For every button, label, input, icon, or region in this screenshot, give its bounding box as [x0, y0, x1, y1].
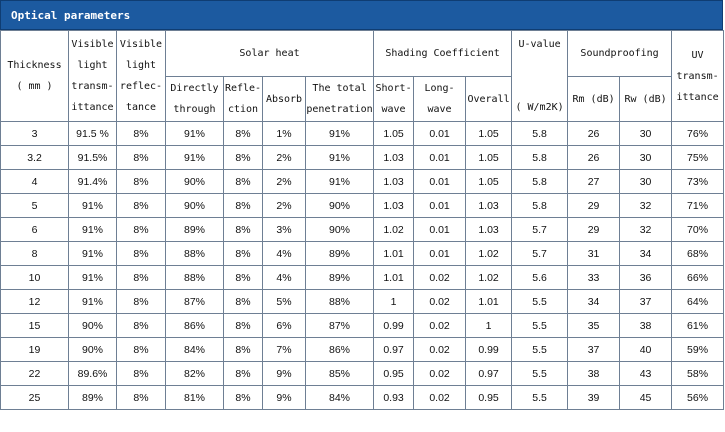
table-cell: 33: [568, 266, 620, 290]
table-cell: 30: [620, 170, 672, 194]
table-cell: 5.5: [512, 386, 568, 410]
table-cell: 22: [1, 362, 69, 386]
table-cell: 8%: [117, 338, 166, 362]
table-cell: 84%: [166, 338, 224, 362]
table-row: [1, 146, 724, 170]
table-cell: 1%: [263, 122, 306, 146]
table-cell: 91%: [306, 122, 374, 146]
table-cell: 8%: [117, 362, 166, 386]
table-cell: 64%: [672, 290, 724, 314]
table-cell: 88%: [166, 242, 224, 266]
table-cell: 8%: [224, 170, 263, 194]
table-cell: 32: [620, 194, 672, 218]
table-cell: 1.05: [374, 122, 414, 146]
table-row: [1, 242, 724, 266]
table-cell: 5.5: [512, 314, 568, 338]
table-cell: 4: [1, 170, 69, 194]
table-cell: 89.6%: [69, 362, 117, 386]
table-cell: 1.01: [466, 290, 512, 314]
table-cell: 8%: [224, 146, 263, 170]
header-u-value: U-value ( W/m2K): [512, 31, 568, 122]
table-cell: 66%: [672, 266, 724, 290]
table-cell: 1.01: [374, 266, 414, 290]
table-cell: 25: [1, 386, 69, 410]
header-solar-heat: Solar heat: [166, 31, 374, 77]
table-cell: 0.01: [414, 218, 466, 242]
table-cell: 4%: [263, 266, 306, 290]
table-cell: 1.03: [374, 146, 414, 170]
table-cell: 88%: [306, 290, 374, 314]
table-cell: 86%: [166, 314, 224, 338]
table-cell: 1: [466, 314, 512, 338]
header-shading-coefficient: Shading Coefficient: [374, 31, 512, 77]
table-cell: 8%: [224, 338, 263, 362]
table-cell: 0.01: [414, 194, 466, 218]
table-cell: 8%: [224, 194, 263, 218]
table-cell: 8%: [224, 242, 263, 266]
table-cell: 91%: [69, 266, 117, 290]
table-cell: 9%: [263, 386, 306, 410]
table-cell: 1.02: [374, 218, 414, 242]
table-cell: 2%: [263, 194, 306, 218]
table-cell: 87%: [166, 290, 224, 314]
table-cell: 76%: [672, 122, 724, 146]
header-rw: Rw (dB): [620, 77, 672, 122]
table-row: [1, 218, 724, 242]
table-cell: 1.03: [374, 170, 414, 194]
table-cell: 29: [568, 194, 620, 218]
table-cell: 1.02: [466, 266, 512, 290]
table-cell: 1: [374, 290, 414, 314]
table-cell: 29: [568, 218, 620, 242]
table-cell: 90%: [166, 194, 224, 218]
table-cell: 70%: [672, 218, 724, 242]
table-cell: 58%: [672, 362, 724, 386]
header-absorb: Absorb: [263, 77, 306, 122]
table-cell: 5.8: [512, 122, 568, 146]
table-cell: 85%: [306, 362, 374, 386]
table-cell: 8%: [224, 386, 263, 410]
table-cell: 0.02: [414, 290, 466, 314]
table-cell: 26: [568, 122, 620, 146]
table-cell: 5.5: [512, 338, 568, 362]
table-cell: 88%: [166, 266, 224, 290]
table-row: [1, 314, 724, 338]
table-cell: 0.99: [374, 314, 414, 338]
table-cell: 87%: [306, 314, 374, 338]
table-cell: 36: [620, 266, 672, 290]
table-cell: 38: [568, 362, 620, 386]
table-cell: 8%: [117, 386, 166, 410]
table-cell: 7%: [263, 338, 306, 362]
table-title: Optical parameters: [0, 0, 723, 30]
header-uv-transmittance: UV transm- ittance: [672, 31, 724, 122]
table-cell: 1.05: [466, 122, 512, 146]
table-cell: 8%: [224, 218, 263, 242]
table-row: [1, 194, 724, 218]
table-cell: 3%: [263, 218, 306, 242]
table-cell: 35: [568, 314, 620, 338]
table-cell: 91%: [166, 122, 224, 146]
table-cell: 86%: [306, 338, 374, 362]
table-cell: 91%: [69, 290, 117, 314]
table-cell: 91.4%: [69, 170, 117, 194]
table-cell: 8: [1, 242, 69, 266]
table-cell: 90%: [69, 314, 117, 338]
table-cell: 8%: [117, 122, 166, 146]
header-rm: Rm (dB): [568, 77, 620, 122]
table-cell: 40: [620, 338, 672, 362]
table-cell: 0.02: [414, 386, 466, 410]
table-cell: 3: [1, 122, 69, 146]
table-cell: 0.95: [374, 362, 414, 386]
table-cell: 30: [620, 122, 672, 146]
table-cell: 8%: [117, 242, 166, 266]
header-short-wave: Short- wave: [374, 77, 414, 122]
header-visible-transmittance: Visible light transm- ittance: [69, 31, 117, 122]
table-cell: 43: [620, 362, 672, 386]
table-row: [1, 338, 724, 362]
table-cell: 8%: [224, 362, 263, 386]
table-cell: 1.03: [374, 194, 414, 218]
table-cell: 89%: [166, 218, 224, 242]
table-cell: 5%: [263, 290, 306, 314]
table-cell: 5.8: [512, 194, 568, 218]
table-cell: 0.97: [374, 338, 414, 362]
table-cell: 81%: [166, 386, 224, 410]
table-cell: 91.5%: [69, 146, 117, 170]
table-cell: 0.02: [414, 266, 466, 290]
table-cell: 8%: [117, 266, 166, 290]
table-cell: 26: [568, 146, 620, 170]
table-cell: 0.02: [414, 362, 466, 386]
table-cell: 6%: [263, 314, 306, 338]
table-cell: 56%: [672, 386, 724, 410]
table-cell: 5.5: [512, 362, 568, 386]
table-cell: 1.05: [466, 170, 512, 194]
table-cell: 0.97: [466, 362, 512, 386]
table-cell: 6: [1, 218, 69, 242]
table-cell: 2%: [263, 170, 306, 194]
table-cell: 91%: [306, 170, 374, 194]
table-cell: 75%: [672, 146, 724, 170]
table-cell: 90%: [306, 218, 374, 242]
table-cell: 89%: [69, 386, 117, 410]
table-cell: 39: [568, 386, 620, 410]
table-cell: 91.5 %: [69, 122, 117, 146]
table-row: [1, 362, 724, 386]
table-cell: 90%: [306, 194, 374, 218]
table-cell: 19: [1, 338, 69, 362]
table-cell: 37: [620, 290, 672, 314]
table-cell: 1.05: [466, 146, 512, 170]
table-row: [1, 266, 724, 290]
table-cell: 91%: [166, 146, 224, 170]
table-cell: 8%: [224, 314, 263, 338]
table-cell: 45: [620, 386, 672, 410]
table-cell: 73%: [672, 170, 724, 194]
table-cell: 1.03: [466, 194, 512, 218]
table-cell: 71%: [672, 194, 724, 218]
header-long-wave: Long- wave: [414, 77, 466, 122]
table-row: [1, 290, 724, 314]
header-soundproofing: Soundproofing: [568, 31, 672, 77]
table-cell: 1.01: [374, 242, 414, 266]
header-directly-through: Directly through: [166, 77, 224, 122]
table-cell: 0.01: [414, 170, 466, 194]
table-cell: 10: [1, 266, 69, 290]
header-reflection: Refle- ction: [224, 77, 263, 122]
table-cell: 61%: [672, 314, 724, 338]
table-cell: 0.02: [414, 314, 466, 338]
table-body: [1, 122, 724, 410]
table-cell: 3.2: [1, 146, 69, 170]
header-overall: Overall: [466, 77, 512, 122]
table-cell: 59%: [672, 338, 724, 362]
table-cell: 8%: [117, 290, 166, 314]
table-cell: 0.02: [414, 338, 466, 362]
table-cell: 91%: [69, 218, 117, 242]
table-row: [1, 170, 724, 194]
table-cell: 5.7: [512, 218, 568, 242]
table-cell: 34: [568, 290, 620, 314]
table-row: [1, 386, 724, 410]
table-cell: 91%: [69, 194, 117, 218]
table-cell: 8%: [117, 218, 166, 242]
table-cell: 0.99: [466, 338, 512, 362]
table-cell: 9%: [263, 362, 306, 386]
table-cell: 89%: [306, 242, 374, 266]
table-cell: 0.95: [466, 386, 512, 410]
table-row: [1, 122, 724, 146]
header-total-penetration: The total penetration: [306, 77, 374, 122]
table-cell: 0.01: [414, 242, 466, 266]
table-cell: 0.93: [374, 386, 414, 410]
table-cell: 30: [620, 146, 672, 170]
table-cell: 5.8: [512, 170, 568, 194]
table-cell: 68%: [672, 242, 724, 266]
table-cell: 8%: [224, 122, 263, 146]
table-cell: 2%: [263, 146, 306, 170]
table-cell: 5: [1, 194, 69, 218]
table-cell: 31: [568, 242, 620, 266]
table-cell: 1.03: [466, 218, 512, 242]
header-visible-reflectance: Visible light reflec- tance: [117, 31, 166, 122]
optical-parameters-table: [0, 30, 724, 410]
table-cell: 12: [1, 290, 69, 314]
table-cell: 0.01: [414, 122, 466, 146]
table-cell: 38: [620, 314, 672, 338]
table-cell: 32: [620, 218, 672, 242]
table-cell: 4%: [263, 242, 306, 266]
table-cell: 90%: [166, 170, 224, 194]
table-cell: 5.6: [512, 266, 568, 290]
table-cell: 1.02: [466, 242, 512, 266]
table-cell: 34: [620, 242, 672, 266]
table-cell: 8%: [224, 290, 263, 314]
table-cell: 82%: [166, 362, 224, 386]
table-cell: 91%: [306, 146, 374, 170]
table-cell: 89%: [306, 266, 374, 290]
table-cell: 90%: [69, 338, 117, 362]
table-cell: 8%: [117, 170, 166, 194]
table-cell: 91%: [69, 242, 117, 266]
table-cell: 8%: [117, 194, 166, 218]
table-cell: 8%: [117, 314, 166, 338]
table-cell: 8%: [117, 146, 166, 170]
table-cell: 84%: [306, 386, 374, 410]
table-cell: 0.01: [414, 146, 466, 170]
table-cell: 27: [568, 170, 620, 194]
table-cell: 5.8: [512, 146, 568, 170]
table-cell: 15: [1, 314, 69, 338]
header-thickness: Thickness ( mm ): [1, 31, 69, 122]
table-cell: 5.5: [512, 290, 568, 314]
table-cell: 8%: [224, 266, 263, 290]
table-cell: 37: [568, 338, 620, 362]
table-cell: 5.7: [512, 242, 568, 266]
